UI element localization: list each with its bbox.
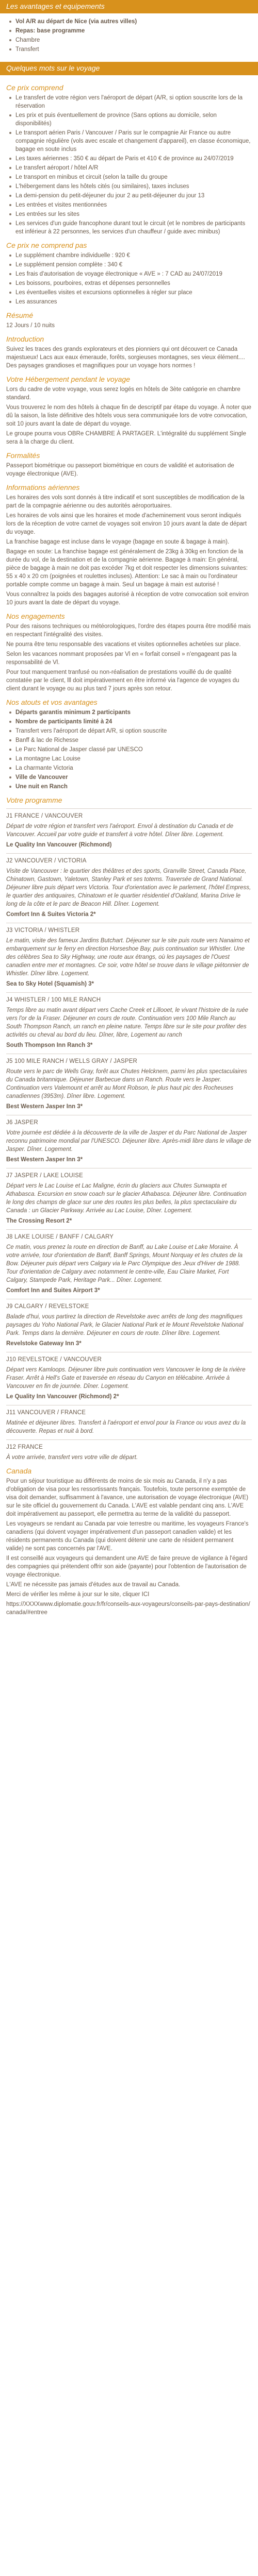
formalites-text: Passeport biométrique ou passeport biométrique en cours de validité et autorisation de voyage électronique (AVE). <box>6 463 234 477</box>
programme-day <box>6 1229 252 1295</box>
includes-item: La demi-pension du petit-déjeuner du jour 2 au petit-déjeuner du jour 13 <box>9 192 252 200</box>
programme-day <box>6 1299 252 1348</box>
day-text: À votre arrivée, transfert vers votre ville de départ. <box>6 1454 138 1461</box>
engagements-text: Pour tout manquement tranfusé ou non-réalisation de prestations vouillé du de qualité constatée par le client, lll doit impérativement en être informé via l'agence de voyages du client durant le voyage ou au plus tard 7 jours après son retour. <box>6 669 239 692</box>
programme-day <box>6 808 252 849</box>
programme-day <box>6 1352 252 1401</box>
details-section <box>0 75 258 1621</box>
resume-heading: Résumé <box>6 311 34 319</box>
programme-day <box>6 923 252 988</box>
day-text: Visite de Vancouver : le quartier des théâtres et des sports, Granville Street, Canada Place, Chinatown, Gastown, Yaletown, Stanley Park et ses totems. Traversée de Grand National. Déjeuner libre puis départ vers Victoria. Tour d'orientation avec le parlement, l'hôtel Empress, le quartier des antiquaires, Chinatown et le quartier résidentiel d'Oakland, Marina Drive le long de la côte et le parc de Beacon Hill. Dîner. Logement. <box>6 868 251 907</box>
feature-item: Transfert <box>9 45 252 54</box>
canada-link[interactable]: https://XXXXwww.diplomatie.gouv.fr/fr/conseils-aux-voyageurs/conseils-par-pays-destination/canada/#entree <box>6 1601 250 1616</box>
excludes-heading: Ce prix ne comprend pas <box>6 241 87 249</box>
day-route: J5 100 MILE RANCH / WELLS GRAY / JASPER <box>6 1058 138 1064</box>
programme-day <box>6 1115 252 1164</box>
day-text: Départ de votre région et transfert vers l'aéroport. Envol à destination du Canada et de Vancouver. Accueil par votre guide et transfert à votre hôtel. Dîner libre. Logement. <box>6 823 234 838</box>
formalites-heading: Formalités <box>6 451 40 460</box>
programme-day <box>6 1439 252 1462</box>
canada-text: Les voyageurs se rendant au Canada par voie terrestre ou maritime, les voyageurs France's canadiens (qui doivent voyager impérativement d'un passeport canadien valide) et les résidents permanents du Canada (qui doivent détenir une carte de résident permanent valide) ne sont pas concernés par l'AVE. <box>6 1521 249 1552</box>
includes-item: Les prix et puis éventuellement de province (Sans options au domicile, selon disponibilités) <box>9 111 252 128</box>
atouts-item: Banff & lac de Richesse <box>9 736 252 744</box>
day-hotel: Comfort Inn and Suites Airport 3* <box>6 1287 100 1294</box>
informations-text: Les horaires de vols ainsi que les horaires et mode d'acheminement vous seront indiqués lors de la réception de votre carnet de voyages soit environ 10 jours avant la date de départ du voyage. <box>6 513 247 535</box>
includes-item: Le transport en minibus et circuit (selon la taille du groupe <box>9 173 252 181</box>
includes-item: Les services d'un guide francophone durant tout le circuit (et le nombres de participants est inférieur à 22 personnes, les services d'un chauffeur / guide avec minibus) <box>9 219 252 236</box>
day-text: Ce matin, vous prenez la route en direction de Banff, au Lake Louise et Lake Moraine. À votre arrivée, tour d'orientation de Banff, Banff Springs, Mount Norquay et les chutes de la Bow. Déjeuner puis départ vers Calgary via le Parc Olympique des Jeux d'Hiver de 1988. Tour d'orientation de Calgary avec notamment le centre-ville, Eau Claire Market, Fort Calgary, Stampede Park, Heritage Park... Dîner. Logement. <box>6 1244 243 1283</box>
day-divider <box>6 1229 252 1230</box>
day-text: Le matin, visite des fameux Jardins Butchart. Déjeuner sur le site puis route vers Nanaimo et embarquement sur le ferry en direction Horseshoe Bay, puis continuation sur Whistler. Une des célèbres Sea to Sky Highway, une route aux étrangs, où les paysages de l'Ouest canadien entre mer et montagnes. Ce soir, votre hôtel se trouve dans le village piétonnier de Whistler. Dîner libre. Logement. <box>6 938 250 977</box>
programme-day <box>6 1405 252 1435</box>
includes-item: Le transfert de votre région vers l'aéroport de départ (A/R, si option souscrite lors de la réservation <box>9 94 252 110</box>
day-hotel: Le Quality Inn Vancouver (Richmond) 2* <box>6 1394 119 1400</box>
atouts-item: Nombre de participants limité à 24 <box>9 718 252 726</box>
day-text: Départ vers le Lac Louise et Lac Maligne, écrin du glaciers aux Chutes Sunwapta et Athabasca. Excursion en snow coach sur le glacier Athabasca. Déjeuner libre. Continuation le long des champs de glace sur une des routes les plus belles, la plus spectaculaire du Canada : un Glacier Parkway. Arrivée au Lac Louise, Dîner. Logement. <box>6 1183 247 1214</box>
atouts-heading: Nos atouts et vos avantages <box>6 698 98 706</box>
resume-text: 12 Jours / 10 nuits <box>6 323 55 329</box>
day-route: J6 JASPER <box>6 1120 38 1126</box>
day-divider <box>6 808 252 809</box>
day-hotel: Le Quality Inn Vancouver (Richmond) <box>6 842 112 848</box>
includes-item: Les taxes aériennes : 350 € au départ de Paris et 410 € de province au 24/07/2019 <box>9 155 252 163</box>
atouts-item: Le Parc National de Jasper classé par UNESCO <box>9 745 252 754</box>
day-text: Votre journée est dédiée à la découverte de la ville de Jasper et du Parc National de Jasper reconnu patrimoine mondial par l'UNESCO. Déjeuner libre. Après-midi libre dans le village de Jasper. Dîner. Logement. <box>6 1130 251 1153</box>
programme-days <box>6 808 252 1462</box>
day-hotel: Best Western Jasper Inn 3* <box>6 1157 83 1163</box>
canada-heading: Canada <box>6 1467 32 1475</box>
programme-day <box>6 992 252 1049</box>
day-hotel: Revelstoke Gateway Inn 3* <box>6 1341 82 1347</box>
canada-text: L'AVE ne nécessite pas jamais d'études aux de travail au Canada. <box>6 1582 181 1588</box>
includes-heading: Ce prix comprend <box>6 83 63 92</box>
excludes-item: Le supplément pension complète : 340 € <box>9 261 252 269</box>
engagements-heading: Nos engagements <box>6 612 65 620</box>
details-title: Quelques mots sur le voyage <box>6 64 100 72</box>
day-route: J3 VICTORIA / WHISTLER <box>6 927 80 934</box>
intro-heading: Introduction <box>6 335 44 343</box>
excludes-item: Les boissons, pourboires, extras et dépenses personnelles <box>9 279 252 287</box>
day-text: Temps libre au matin avant départ vers Cache Creek et Lillooet, le vivant l'histoire de la ruée vers l'or de la Fraser. Déjeuner en cours de route. Continuation vers 100 Mile Ranch au South Thompson Ranch, un ranch en pleine nature. Temps libre sur le site pour profiter des activités ou cheval au bord du lieu. Dîner, libre, Logement au ranch <box>6 1007 249 1038</box>
day-route: J9 CALGARY / REVELSTOKE <box>6 1303 89 1310</box>
day-text: Départ vers Kamloops. Déjeuner libre puis continuation vers Vancouver le long de la rivière Fraser. Arrêt à Hell's Gate et traversée en réseau du Canyon en télécabine. Arrivée à Vancouver en fin de journée. Dîner. Logement. <box>6 1367 246 1389</box>
day-divider <box>6 853 252 854</box>
atouts-item: Départs garantis minimum 2 participants <box>9 708 252 717</box>
day-hotel: Best Western Jasper Inn 3* <box>6 1104 83 1110</box>
engagements-text: Pour des raisons techniques ou météorologiques, l'ordre des étapes pourra être modifié mais en respectant l'intégralité des visites. <box>6 623 251 638</box>
atouts-item: Transfert vers l'aéroport de départ A/R, si option souscrite <box>9 727 252 735</box>
canada-text: Il est conseillé aux voyageurs qui demandent une AVE de faire preuve de vigilance à l'égard des compagnies qui prétendent offrir son aide (payante) pour l'obtention de l'autorisation de voyage électronique. <box>6 1555 248 1578</box>
day-route: J10 REVELSTOKE / VANCOUVER <box>6 1357 102 1363</box>
features-title: Les avantages et equipements <box>6 2 105 10</box>
feature-item: Vol A/R au départ de Nice (via autres villes) <box>9 18 252 26</box>
features-section <box>0 13 258 58</box>
day-route: J7 JASPER / LAKE LOUISE <box>6 1173 84 1179</box>
excludes-item: Le supplément chambre individuelle : 920 € <box>9 251 252 260</box>
programme-day <box>6 1168 252 1225</box>
hebergement-heading: Votre Hébergement pendant le voyage <box>6 375 130 383</box>
includes-item: Les entrées sur les sites <box>9 210 252 218</box>
day-hotel: Comfort Inn & Suites Victoria 2* <box>6 911 96 918</box>
day-divider <box>6 1439 252 1440</box>
feature-item: Chambre <box>9 36 252 44</box>
programme-day <box>6 1054 252 1111</box>
atouts-item: Une nuit en Ranch <box>9 783 252 791</box>
excludes-list <box>6 251 252 306</box>
atouts-item: Ville de Vancouver <box>9 773 252 782</box>
day-route: J11 VANCOUVER / FRANCE <box>6 1410 86 1416</box>
excludes-item: Les assurances <box>9 298 252 306</box>
includes-item: Le transport aérien Paris / Vancouver / Paris sur le compagnie Air France ou autre compagnie régulière (vols avec escale et changement d'appareil), en classe économique, bagage en soute inclus <box>9 129 252 154</box>
day-hotel: Sea to Sky Hotel (Squamish) 3* <box>6 981 94 987</box>
canada-text: Merci de vérifier les même à jour sur le site, cliquer ICI <box>6 1591 150 1598</box>
day-text: Matinée et déjeuner libres. Transfert à l'aéroport et envol pour la France ou vous avez du la découverte. Repas et nuit à bord. <box>6 1420 246 1434</box>
bagage-text: La franchise bagage est incluse dans le voyage (bagage en soute & bagage à main). <box>6 539 230 545</box>
hebergement-text: Lors du cadre de votre voyage, vous serez logés en hôtels de 3ète catégorie en chambre standard. <box>6 386 240 401</box>
feature-item: Repas: base programme <box>9 27 252 35</box>
programme-day <box>6 853 252 919</box>
day-hotel: The Crossing Resort 2* <box>6 1218 72 1224</box>
includes-list <box>6 94 252 236</box>
day-hotel: South Thompson Inn Ranch 3* <box>6 1042 93 1048</box>
hebergement-text: Vous trouverez le nom des hôtels à chaque fin de descriptif par étape du voyage. À noter que dû la saison, la liste définitive des hôtels vous sera communiquée lors de votre convocation, soit 10 jours avant la date de départ du voyage. <box>6 404 251 427</box>
day-divider <box>6 992 252 993</box>
day-text: Route vers le parc de Wells Gray, forêt aux Chutes Helcknem, parmi les plus spectaculaires du Canada britannique. Déjeuner Barbecue dans un Ranch. Route vers le Jasper. Continuation vers Valemount et arrêt au Mont Robson, le plus haut pic des Rocheuses canadiennes (3953m). Dîner libre. Logement. <box>6 1069 247 1099</box>
engagements-text: Ne pourra être tenu responsable des vacations et visites optionnelles achetées sur place. <box>6 641 241 648</box>
intro-text: Suivez les traces des grands explorateurs et des pionniers qui ont découvert ce Canada majestueux! Lacs aux eaux émeraude, forêts, sorgieuses montagnes, ses vieux élément.... Des paysages grandioses et magnifiques pour un voyage hors normes ! <box>6 346 245 369</box>
engagements-text: Selon les vacances nommant proposées par Vl en « forfait conseil » n'engageant pas la responsabilité de Vl. <box>6 651 237 666</box>
informations-text: Les horaires des vols sont donnés à titre indicatif et sont susceptibles de modification de la part de la compagnie aérienne ou des autorités aéroportuaires. <box>6 495 245 509</box>
features-list <box>6 18 252 54</box>
bagage-details: Bagage en soute: La franchise bagage est généralement de 23kg à 30kg en fonction de la durée du vol, de la destination et de la compagnie aérienne. Bagage à main: En général, pièce de bagage à main ne doit pas excéder 7kg et doit respecter les dimensions suivantes: 55 x 40 x 20 cm (poignées et roulettes incluses). Attention: Le sac à main ou l'ordinateur portable compte comme un bagage à main. Seul un bagage à main est autorisé ! <box>6 549 248 588</box>
atouts-item: La montagne Lac Louise <box>9 755 252 763</box>
bagage-note: Vous connaîtrez la poids des bagages autorisé à réception de votre convocation soit environ 10 jours avant la date de départ du voyage. <box>6 591 249 606</box>
atouts-item: La charmante Victoria <box>9 764 252 772</box>
informations-heading: Informations aériennes <box>6 483 80 492</box>
details-banner <box>0 62 258 75</box>
includes-item: L'hébergement dans les hôtels cités (ou similaires), taxes incluses <box>9 182 252 191</box>
excludes-item: Les éventuelles visites et excursions optionnelles à régler sur place <box>9 289 252 297</box>
includes-item: Les entrées et visites mentionnées <box>9 201 252 209</box>
includes-item: Le transfert aéroport / hôtel A/R <box>9 164 252 172</box>
day-route: J12 FRANCE <box>6 1444 43 1450</box>
day-route: J4 WHISTLER / 100 MILE RANCH <box>6 997 101 1003</box>
canada-text: Pour un séjour touristique au différents de moins de six mois au Canada, il n'y a pas d'obligation de visa pour les ressortissants français. Toutefois, toute personne exemptée de visa doit demander, suffisamment à l'avance, une autorisation de voyage électronique (AVE) sur le site officiel du gouvernement du Canada. L'AVE est valable pendant cinq ans. L'AVE doit impérativement au passeport, elle permettra au terme de la validité du passeport. <box>6 1478 249 1517</box>
excludes-item: Les frais d'autorisation de voyage électronique « AVE » : 7 CAD au 24/07/2019 <box>9 270 252 278</box>
day-route: J8 LAKE LOUISE / BANFF / CALGARY <box>6 1234 114 1240</box>
day-route: J2 VANCOUVER / VICTORIA <box>6 858 87 864</box>
atouts-list <box>6 708 252 791</box>
day-route: J1 FRANCE / VANCOUVER <box>6 813 83 819</box>
day-text: Balade d'hui, vous partirez la direction de Revelstoke avec arrêts de long des magnifiques paysages du Yoho National Park, le Glacier National Park et le Mount Revelstoke National Park. Temps dans la dernière. Déjeuner en cours de route. Dîner libre. Logement. <box>6 1314 244 1336</box>
programme-heading: Votre programme <box>6 796 62 804</box>
features-banner <box>0 0 258 13</box>
hebergement-text: Le groupe pourra vous OBRe CHAMBRE À PARTAGER. L'intégralité du supplément Single sera à la charge du client. <box>6 431 246 445</box>
